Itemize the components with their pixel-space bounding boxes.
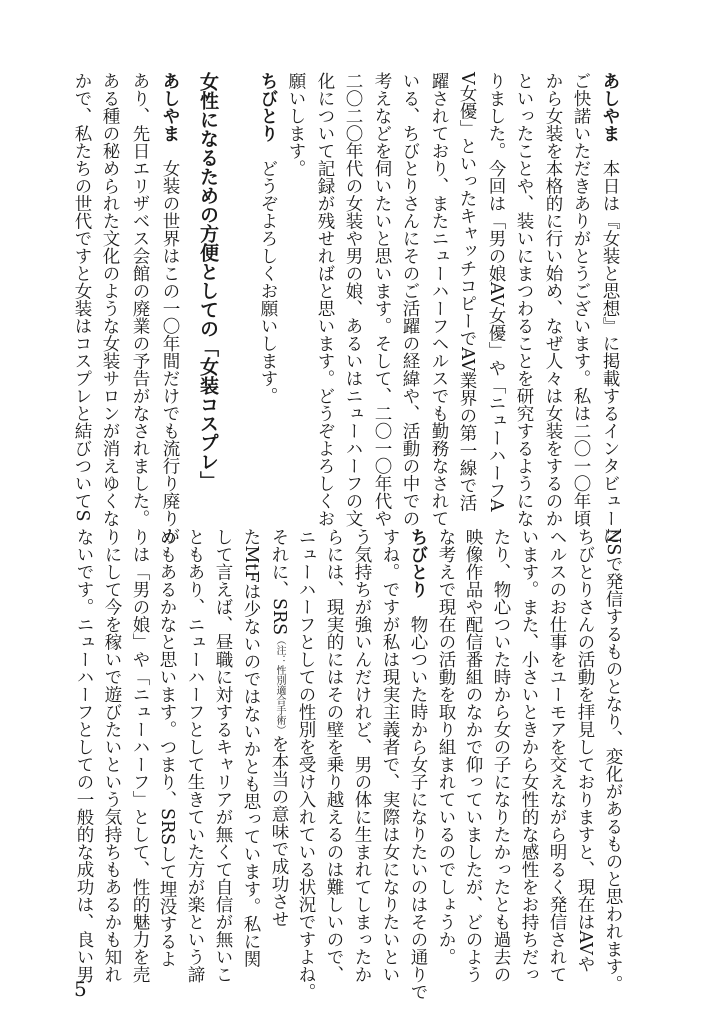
column-text: かで、私たちの世代ですと女装はコスプレと結びついてS	[72, 72, 92, 522]
text-column	[434, 528, 458, 966]
text-column	[541, 72, 565, 527]
column-text: して言えば、昼職に対するキャリアが無くて自信が無いこ	[213, 528, 233, 983]
column-text: りました。今回は「男の娘AV女優」や「ニューハーフA	[486, 72, 506, 512]
speaker-name: あしやま	[160, 72, 180, 142]
upper-text-block	[0, 72, 722, 545]
column-text: 化について記録が残せればと思います。どうぞよろしくお	[315, 72, 335, 527]
text-column	[569, 72, 593, 527]
column-text: りは「男の娘」や「ニューハーフ」として、性的魅力を売	[130, 528, 150, 983]
column-text: な考えで現在の活動を取り組まれているのでしょうか。	[436, 528, 456, 966]
text-column	[489, 528, 513, 983]
text-column	[517, 528, 541, 983]
column-text: りにして今を稼いで遊びたいという気持ちもあるかも知れ	[102, 528, 122, 983]
text-column	[98, 72, 122, 527]
text-column	[294, 528, 318, 1001]
text-column	[484, 72, 508, 512]
lower-text-block	[0, 528, 722, 1001]
column-text: らには、現実的にはその壁を乗り越えるのは難しいので、	[324, 528, 344, 983]
column-text: ニューハーフとしての性別を受け入れている状況ですよね。	[296, 528, 316, 1001]
column-text: 二〇二〇年代の女装や男の娘、あるいはニューハーフの文	[343, 72, 363, 527]
column-text: 物心ついた時から女子になりたいのはその通りで	[408, 598, 428, 1001]
speaker-name: ちびとり	[258, 72, 278, 142]
text-column	[573, 528, 597, 972]
text-column	[70, 72, 94, 522]
footnote-annotation: （注：性別適合手術）	[274, 635, 285, 736]
text-column	[128, 528, 152, 983]
column-text: を本当の意味で成功させ	[269, 735, 289, 928]
text-column	[545, 528, 569, 983]
text-column	[100, 528, 124, 983]
column-text: めもあるかなと思います。つまり、SRSして埋没するよ	[157, 528, 177, 968]
text-column	[341, 72, 365, 527]
column-text: 本日は『女装と思想』に掲載するインタビューに	[600, 142, 620, 545]
text-column	[427, 72, 451, 527]
text-column	[313, 72, 337, 527]
column-text: ないです。ニューハーフとしての一般的な成功は、良い男	[74, 528, 94, 983]
text-column	[378, 528, 402, 983]
text-column	[398, 72, 422, 527]
text-column	[512, 72, 536, 527]
column-text: V女優」といったキャッチコピーでAV業界の第一線で活	[457, 72, 477, 512]
text-column	[350, 528, 374, 983]
column-text: どうぞよろしくお願いします。	[258, 142, 278, 405]
text-column	[211, 528, 235, 983]
column-text: 躍されており、またニューハーフヘルスでも勤務なされて	[429, 72, 449, 527]
text-column	[128, 72, 152, 527]
column-text: たり、物心ついた時から女の子になりたかったとも過去の	[491, 528, 511, 983]
column-text: 女装の世界はこの一〇年間だけでも流行り廃りが	[160, 142, 180, 545]
page-number: 5	[74, 977, 87, 1001]
text-column	[284, 72, 308, 177]
text-column	[267, 528, 291, 928]
column-text: NSで発信するものとなり、変化があるものと思われます。	[603, 528, 623, 993]
text-column	[158, 72, 182, 545]
column-text: 映像作品や配信番組のなかで仰っていましたが、どのよう	[463, 528, 483, 983]
text-column	[601, 528, 625, 993]
section-heading	[196, 72, 220, 490]
text-column	[322, 528, 346, 983]
column-text: すね。ですが私は現実主義者で、実際は女になりたいとい	[380, 528, 400, 983]
text-column	[183, 528, 207, 983]
text-column	[461, 528, 485, 983]
text-column	[455, 72, 479, 512]
column-text: から女装を本格的に行い始め、なぜ人々は女装をするのか	[543, 72, 563, 527]
column-text: いる、ちびとりさんにそのご活躍の経緯や、活動の中での	[400, 72, 420, 527]
speaker-name: ちびとり	[408, 528, 428, 598]
column-text: 願いします。	[286, 72, 306, 177]
text-column	[598, 72, 622, 545]
column-text: それに、SRS	[269, 528, 289, 636]
column-text: ちびとりさんの活動を拝見しておりますと、現在はAVや	[575, 528, 595, 973]
column-text: ヘルスのお仕事をユーモアを交えながら明るく発信されて	[547, 528, 567, 983]
speaker-name: あしやま	[600, 72, 620, 142]
column-text: ご快諾いただきありがとうございます。私は二〇一〇年頃	[571, 72, 591, 527]
text-column	[256, 72, 280, 405]
column-text: ともあり、ニューハーフとして生きていた方が楽という諦	[185, 528, 205, 983]
column-text: います。また、小さいときから女性的な感性をお持ちだっ	[519, 528, 539, 983]
column-text: 考えなどを伺いたいと思います。そして、二〇一〇年代や	[372, 72, 392, 527]
text-column	[155, 528, 179, 968]
text-column	[370, 72, 394, 527]
column-text: う気持ちが強いんだけれど、男の体に生まれてしまったか	[352, 528, 372, 983]
section-heading-text: 女性になるための方便としての「女装コスプレ」	[197, 72, 219, 490]
text-column	[406, 528, 430, 1001]
column-text: あり、先日エリザベス会館の廃業の予告がなされました。	[130, 72, 150, 527]
column-text: たMtFは少ないのではないかとも思っています。私に関	[241, 528, 261, 968]
text-column	[72, 528, 96, 983]
text-column	[239, 528, 263, 968]
column-text: といったことや、装いにまつわることを研究するようにな	[514, 72, 534, 527]
column-text: ある種の秘められた文化のような女装サロンが消えゆくな	[100, 72, 120, 527]
